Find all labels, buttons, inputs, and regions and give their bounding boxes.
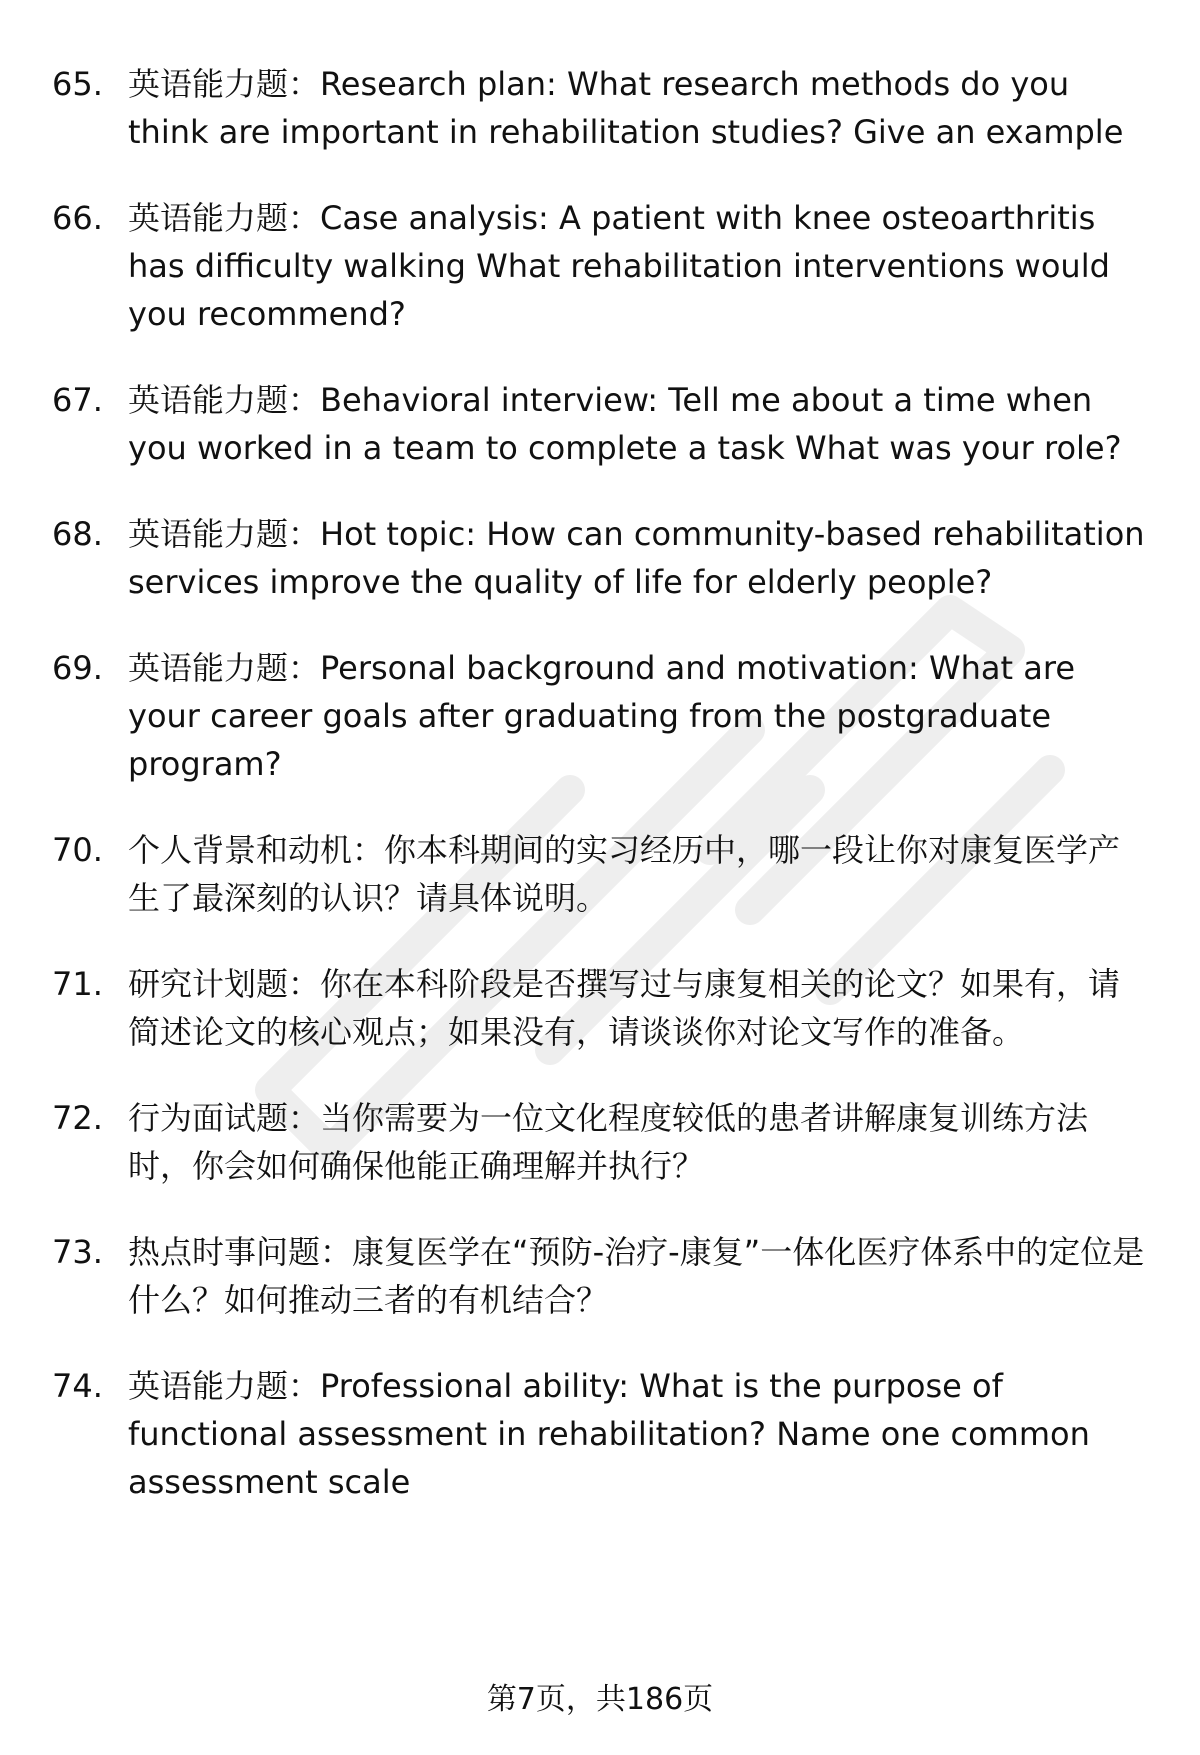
question-number: 68.: [52, 515, 103, 553]
question-text: 英语能力题：Behavioral interview: Tell me about a time when you worked in a team to complete a task What was your role?: [128, 381, 1122, 467]
question-number: 70.: [52, 831, 103, 869]
question-text: 英语能力题：Case analysis: A patient with knee osteoarthritis has difficulty walking What rehabilitation interventions would you recommend?: [128, 199, 1110, 333]
question-text: 英语能力题：Hot topic: How can community-based rehabilitation services improve the quality of life for elderly people?: [128, 515, 1145, 601]
question-text: 英语能力题：Research plan: What research methods do you think are important in rehabilitation studies? Give an example: [128, 65, 1124, 151]
question-number: 65.: [52, 65, 103, 103]
question-number: 69.: [52, 649, 103, 687]
question-number: 71.: [52, 965, 103, 1003]
question-item: [52, 644, 1152, 788]
question-text: 个人背景和动机：你本科期间的实习经历中，哪一段让你对康复医学产生了最深刻的认识？请具体说明。: [128, 831, 1121, 917]
question-list: [52, 60, 1152, 1544]
question-text: 英语能力题：Professional ability: What is the purpose of functional assessment in rehabilitation? Name one common assessment scale: [128, 1367, 1090, 1501]
question-text: 英语能力题：Personal background and motivation: What are your career goals after graduating from the postgraduate program?: [128, 649, 1076, 783]
question-number: 74.: [52, 1367, 103, 1405]
question-item: [52, 826, 1152, 922]
question-item: [52, 376, 1152, 472]
page-footer: 第7页，共186页: [486, 1682, 714, 1717]
question-item: [52, 60, 1152, 156]
question-item: [52, 194, 1152, 338]
question-number: 67.: [52, 381, 103, 419]
question-number: 73.: [52, 1233, 103, 1271]
question-text: 热点时事问题：康复医学在“预防-治疗-康复”一体化医疗体系中的定位是什么？如何推动三者的有机结合？: [128, 1233, 1145, 1319]
question-item: [52, 1228, 1152, 1324]
question-number: 72.: [52, 1099, 103, 1137]
question-item: [52, 1094, 1152, 1190]
question-text: 行为面试题：当你需要为一位文化程度较低的患者讲解康复训练方法时，你会如何确保他能正确理解并执行？: [128, 1099, 1089, 1185]
question-item: [52, 960, 1152, 1056]
question-text: 研究计划题：你在本科阶段是否撰写过与康复相关的论文？如果有，请简述论文的核心观点；如果没有，请谈谈你对论文写作的准备。: [128, 965, 1121, 1051]
question-item: [52, 510, 1152, 606]
question-number: 66.: [52, 199, 103, 237]
question-item: [52, 1362, 1152, 1506]
